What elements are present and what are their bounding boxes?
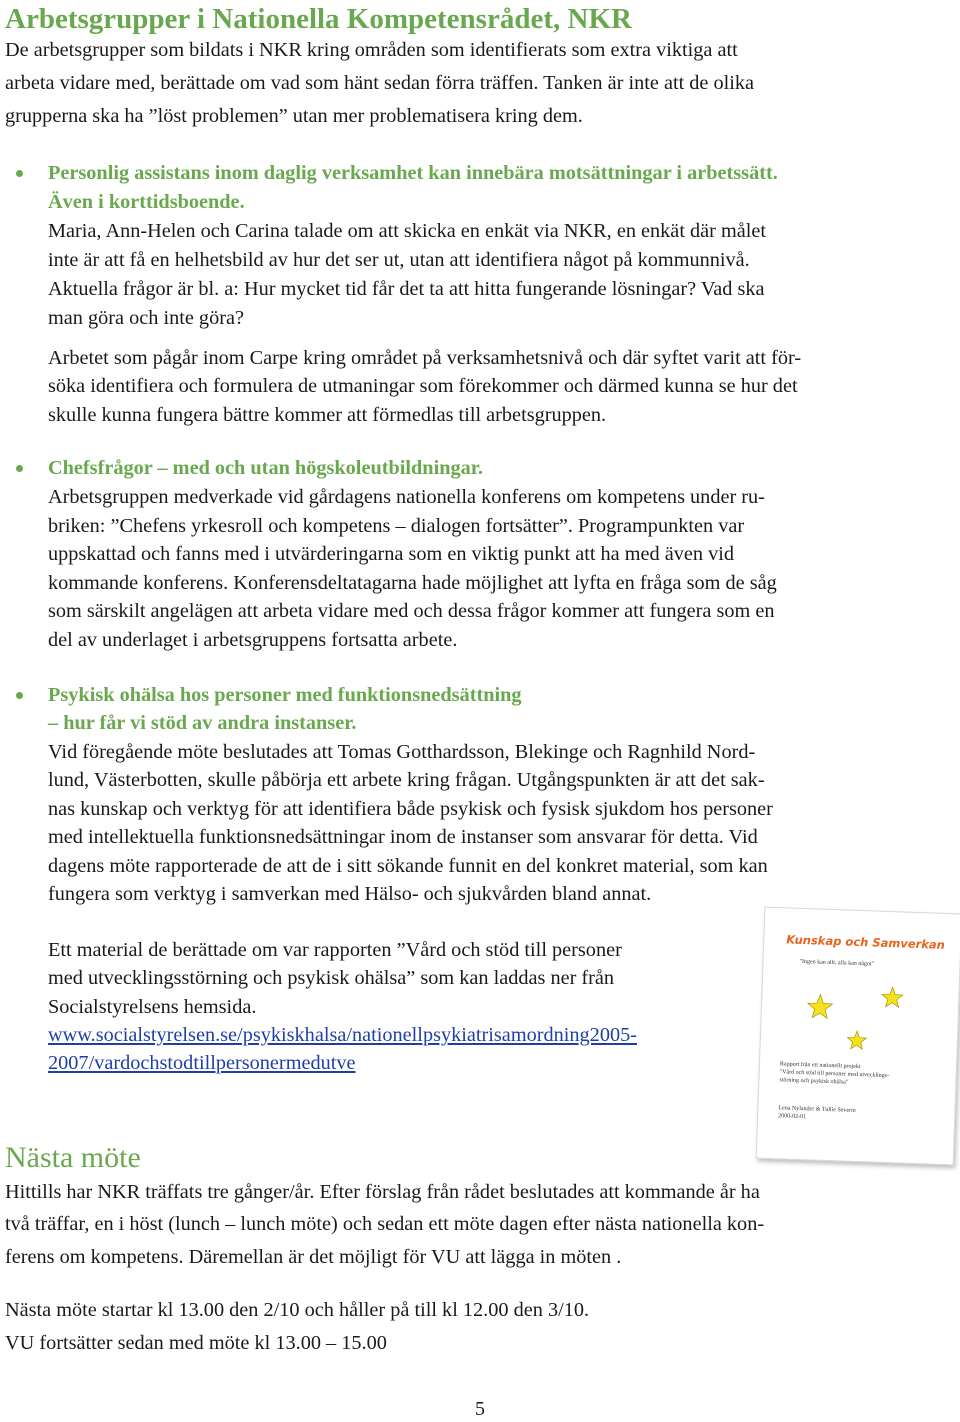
- section-text: uppskattad och fanns med i utvärderingarna som en viktig punkt att ha med även vid: [48, 543, 735, 565]
- cover-stars: [757, 908, 960, 1165]
- section-text: briken: ”Chefens yrkesroll och kompetens – dialogen fortsätter”. Programpunkten var: [48, 515, 745, 537]
- report-cover-image: [756, 907, 960, 1166]
- section-text: fungera som verktyg i samverkan med Hälso- och sjukvården bland annat.: [48, 883, 652, 905]
- report-link[interactable]: [48, 1049, 356, 1078]
- intro-line: grupperna ska ha ”löst problemen” utan mer problematisera kring dem.: [5, 105, 583, 127]
- next-meeting-start: Nästa möte startar kl 13.00 den 2/10 och håller på till kl 12.00 den 3/10.: [5, 1299, 590, 1321]
- section-text: som särskilt angelägen att arbeta vidare med och dessa frågor kommer att fungera som en: [48, 600, 775, 622]
- section-text: man göra och inte göra?: [48, 307, 244, 329]
- section-text: söka identifiera och formulera de utmaningar som förekommer och därmed kunna se hur det: [48, 375, 798, 397]
- intro-line: arbeta vidare med, berättade om vad som hänt sedan förra träffen. Tanken är inte att de olika: [5, 72, 755, 94]
- intro-line: De arbetsgrupper som bildats i NKR kring områden som identifierats som extra viktiga att: [5, 39, 738, 61]
- star-icon: [882, 987, 904, 1008]
- section-text: skulle kunna fungera bättre kommer att förmedlas till arbetsgruppen.: [48, 404, 607, 426]
- cover-quote: "Ingen kan allt, alla kan något": [799, 958, 875, 968]
- section-text: Vid föregående möte beslutades att Tomas Gotthardsson, Blekinge och Ragnhild Nord-: [48, 741, 756, 763]
- section-text: Ett material de berättade om var rapporten ”Vård och stöd till personer: [48, 939, 622, 961]
- section-text: del av underlaget i arbetsgruppens fortsatta arbete.: [48, 629, 458, 651]
- section-title: Psykisk ohälsa hos personer med funktionsnedsättning: [48, 684, 522, 706]
- page-number: 5: [475, 1398, 485, 1420]
- cover-report-line: Rapport från ett nationellt projekt: [779, 1061, 861, 1071]
- section-text: Arbetsgruppen medverkade vid gårdagens nationella konferens om kompetens under ru-: [48, 486, 765, 508]
- section-text: med intellektuella funktionsnedsättningar inom de instanser som ansvarar för detta. Vid: [48, 826, 758, 848]
- vu-meeting-time: VU fortsätter sedan med möte kl 13.00 – 15.00: [5, 1332, 387, 1354]
- section-title: Chefsfrågor – med och utan högskoleutbildningar.: [48, 457, 483, 479]
- bullet-icon: [16, 170, 23, 177]
- section-text: med utvecklingsstörning och psykisk ohälsa” som kan laddas ner från: [48, 967, 615, 989]
- star-icon: [847, 1031, 867, 1050]
- section-text: nas kunskap och verktyg för att identifiera både psykisk och fysisk sjukdom hos personer: [48, 798, 773, 820]
- report-link-text[interactable]: 2007/vardochstodtillpersonermedutve: [48, 1052, 356, 1074]
- section-title: Personlig assistans inom daglig verksamhet kan innebära motsättningar i arbetssätt.: [48, 162, 778, 184]
- star-icon: [807, 994, 833, 1018]
- cover-report-line: "Vård och stöd till personer med utvecklings-: [779, 1069, 890, 1080]
- bullet-icon: [16, 465, 23, 472]
- section-text: Maria, Ann-Helen och Carina talade om att skicka en enkät via NKR, en enkät där målet: [48, 220, 767, 242]
- section-title: Även i korttidsboende.: [48, 191, 245, 213]
- section-text: Socialstyrelsens hemsida.: [48, 996, 257, 1018]
- cover-author-line: Lena Nylander & Tullie Severin: [778, 1105, 856, 1114]
- next-meeting-text: två träffar, en i höst (lunch – lunch möte) och sedan ett möte dagen efter nästa nationella kon-: [5, 1213, 765, 1235]
- report-link[interactable]: [48, 1021, 637, 1050]
- cover-title: Kunskap och Samverkan: [786, 932, 946, 952]
- page-title: Arbetsgrupper i Nationella Kompetensrådet, NKR: [5, 3, 632, 35]
- report-link-text[interactable]: www.socialstyrelsen.se/psykiskhalsa/nationellpsykiatrisamordning2005-: [48, 1024, 637, 1046]
- section-text: lund, Västerbotten, skulle påbörja ett arbete kring frågan. Utgångspunkten är att det sak-: [48, 769, 765, 791]
- section-text: Aktuella frågor är bl. a: Hur mycket tid får det ta att hitta fungerande lösningar? Vad ska: [48, 278, 765, 300]
- section-text: dagens möte rapporterade de att de i sitt sökande funnit en del konkret material, som kan: [48, 855, 768, 877]
- next-meeting-text: Hittills har NKR träffats tre gånger/år. Efter förslag från rådet beslutades att kommande år ha: [5, 1181, 760, 1203]
- next-meeting-text: ferens om kompetens. Däremellan är det möjligt för VU att lägga in möten .: [5, 1246, 622, 1268]
- section-text: kommande konferens. Konferensdeltatagarna hade möjlighet att lyfta en fråga som de såg: [48, 572, 777, 594]
- next-meeting-heading: Nästa möte: [5, 1141, 141, 1174]
- section-title: – hur får vi stöd av andra instanser.: [48, 712, 357, 734]
- cover-report-line: störning och psykisk ohälsa": [779, 1077, 849, 1086]
- section-text: Arbetet som pågår inom Carpe kring området på verksamhetsnivå och där syftet varit att för-: [48, 347, 802, 369]
- section-text: inte är att få en helhetsbild av hur det ser ut, utan att identifiera något på kommunnivå.: [48, 249, 750, 271]
- bullet-icon: [16, 692, 23, 699]
- cover-date-line: 2000-02-01: [778, 1113, 807, 1121]
